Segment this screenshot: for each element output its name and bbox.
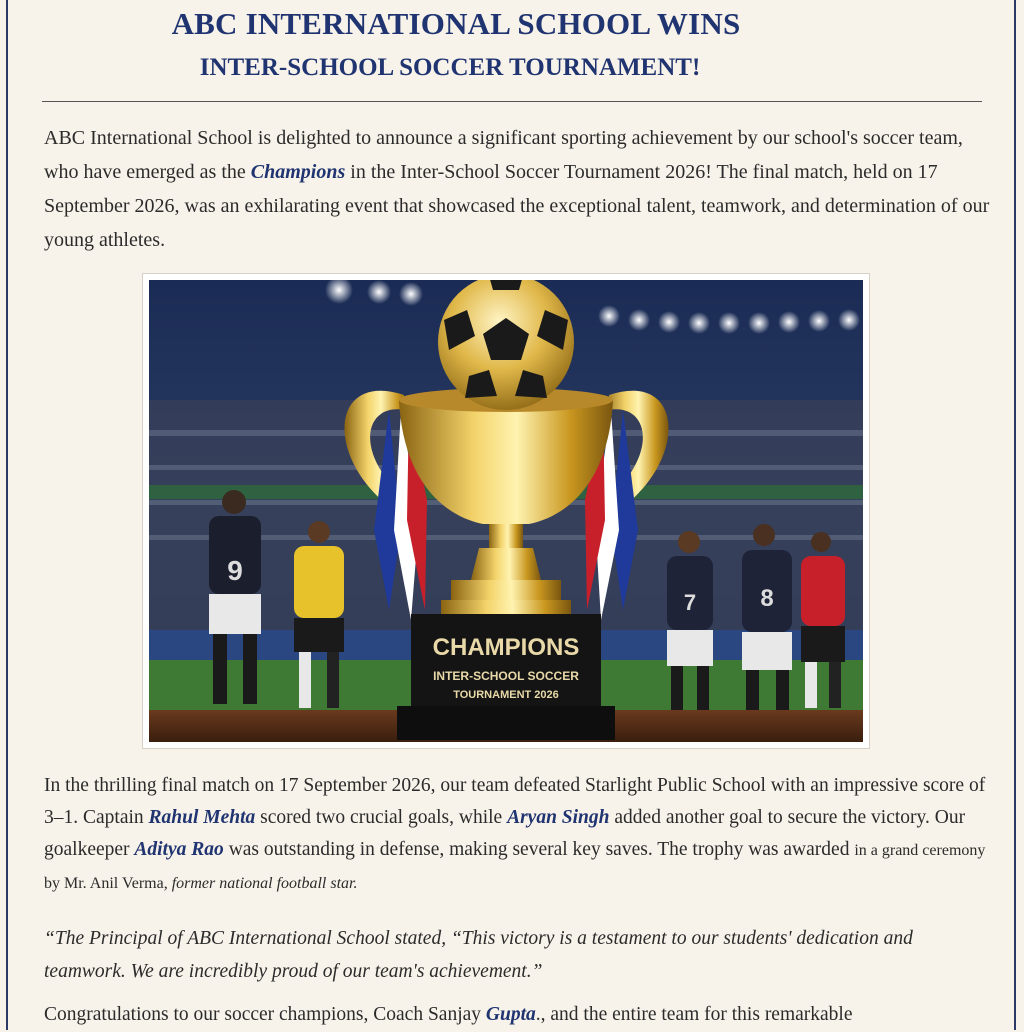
match-text-4: was outstanding in defense, making several key saves. The trophy was awarded xyxy=(223,839,855,860)
player-name-aditya: Aditya Rao xyxy=(134,839,224,860)
champions-highlight: Champions xyxy=(250,161,346,183)
closing-paragraph xyxy=(44,998,994,1032)
headline-line-2: INTER-SCHOOL SOCCER TOURNAMENT! xyxy=(199,54,701,81)
trophy-plaque xyxy=(397,614,615,740)
plaque-title: CHAMPIONS xyxy=(432,634,580,661)
headline-divider xyxy=(42,101,982,102)
closing-text-1: Congratulations to our soccer champions, Coach Sanjay xyxy=(44,1004,486,1025)
plaque-line-1: INTER-SCHOOL SOCCER xyxy=(433,669,579,683)
intro-text-2: in the Inter-School Soccer Tournament 2026! The final match, held on 17 September 2026, was an exhilarating event that showcased the exceptional talent, teamwork, and determination of our young athletes. xyxy=(44,161,990,251)
trophy-photo xyxy=(142,273,870,749)
intro-paragraph xyxy=(44,121,994,257)
principal-quote: “The Principal of ABC International School stated, “This victory is a testament to our students' dedication and teamwork. We are incredibly proud of our team's achievement.” xyxy=(44,928,913,982)
jersey-number: 7 xyxy=(683,590,697,615)
match-paragraph xyxy=(44,770,994,900)
match-text-5: in a grand ceremony by Mr. Anil Verma, xyxy=(44,842,986,892)
match-text-6: former national football star. xyxy=(171,875,358,892)
intro-text-1: ABC International School is delighted to announce a significant sporting achievement by our school's soccer team, who have emerged as the xyxy=(44,127,963,183)
jersey-number: 8 xyxy=(760,585,774,612)
match-text-2: scored two crucial goals, while xyxy=(255,807,508,828)
player-name-aryan: Aryan Singh xyxy=(507,807,610,828)
player-name-rahul: Rahul Mehta xyxy=(148,807,256,828)
jersey-number: 9 xyxy=(227,555,243,586)
closing-text-2: ., and the entire team for this remarkable xyxy=(535,1004,853,1025)
headline-line-1: ABC INTERNATIONAL SCHOOL WINS xyxy=(171,6,741,41)
plaque-line-2: TOURNAMENT 2026 xyxy=(453,689,559,701)
coach-name: Gupta xyxy=(485,1004,536,1025)
trophy-photo-illustration xyxy=(149,280,863,742)
match-text-3: added another goal to secure the victory. Our goalkeeper xyxy=(44,807,966,860)
match-text-1: In the thrilling final match on 17 September 2026, our team defeated Starlight Public School with an impressive score of 3–1. Captain xyxy=(44,775,986,828)
